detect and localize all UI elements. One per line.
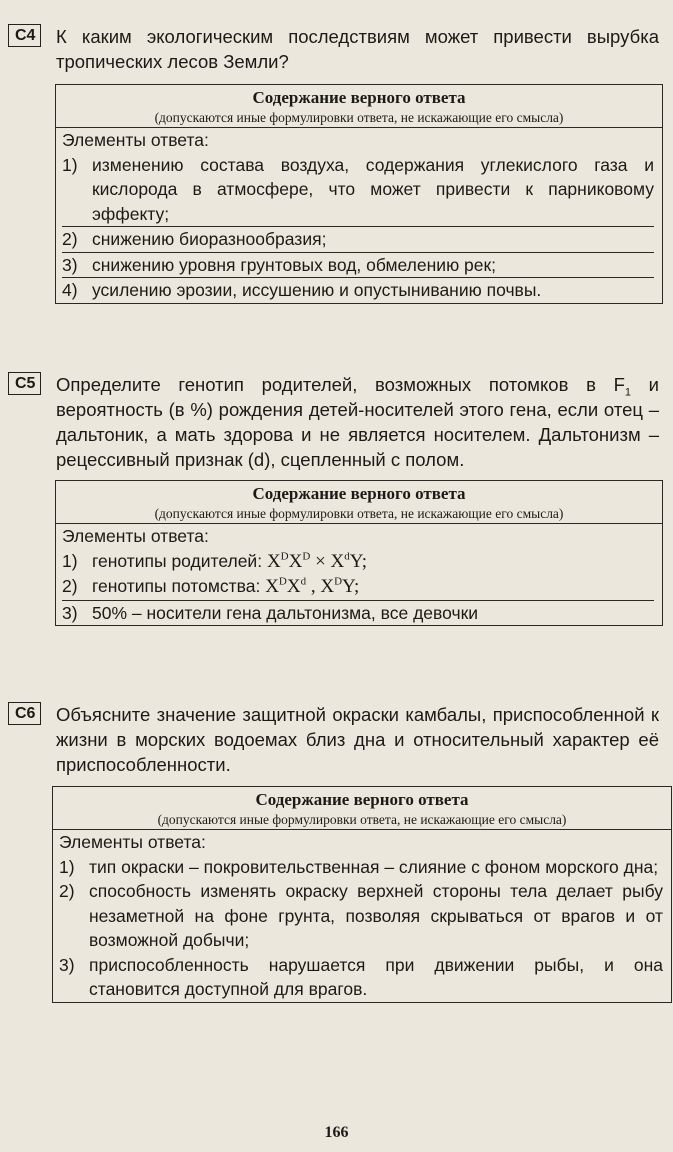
answer-box-subtitle: (допускаются иные формулировки ответа, не искажающие его смысла) <box>56 109 662 128</box>
answer-item <box>62 153 654 227</box>
item-text: 50% – носители гена дальтонизма, все девочки <box>92 602 479 623</box>
answer-box-title: Содержание верного ответа <box>252 88 466 107</box>
item-number: 2) <box>59 881 75 901</box>
item-text: изменению состава воздуха, содержания углекислого газа и кислорода в атмосфере, что может привести к парниковому эффекту; <box>92 154 654 224</box>
answer-item <box>62 574 654 600</box>
item-number: 2) <box>62 576 78 596</box>
answer-item <box>62 600 654 626</box>
answer-item <box>62 277 654 303</box>
answer-item <box>59 879 663 953</box>
answer-item <box>59 855 663 880</box>
item-text: снижению уровня грунтовых вод, обмелению рек; <box>92 254 497 275</box>
item-text: генотипы родителей: $X^DX^D \times X^dY$; <box>92 550 368 572</box>
answer-box <box>55 84 663 304</box>
item-number: 3) <box>59 954 75 975</box>
answer-item <box>62 252 654 278</box>
answer-box-title: Содержание верного ответа <box>255 790 469 809</box>
elements-label: Элементы ответа: <box>59 832 206 852</box>
item-number: 3) <box>62 254 78 275</box>
answer-box-subtitle: (допускаются иные формулировки ответа, не искажающие его смысла) <box>56 505 662 524</box>
item-text: усилению эрозии, иссушению и опустыниванию почвы. <box>92 280 542 300</box>
item-text: тип окраски – покровительственная – слияние с фоном морского дна; <box>89 856 659 877</box>
item-number: 1) <box>62 550 78 571</box>
item-number: 2) <box>62 229 78 249</box>
item-text: снижению биоразнообразия; <box>92 229 327 249</box>
task-question: Определите генотип родителей, возможных потомков в $F_1$ и вероятность (в %) рождения детей-носителей этого гена, если отец – дальтоник, а мать здорова и не является носителем. Дальтонизм – рецессивный признак (d), сцепленный с полом. <box>56 374 659 470</box>
page-number: 166 <box>324 1124 349 1141</box>
item-number: 1) <box>59 856 75 877</box>
task-id-label: C5 <box>8 372 41 395</box>
item-text: способность изменять окраску верхней стороны тела делает рыбу незаметной на фоне грунта, позволяя скрываться от врагов и от возможной добычи; <box>89 881 663 950</box>
elements-label: Элементы ответа: <box>62 526 209 546</box>
item-number: 1) <box>62 154 78 175</box>
item-number: 4) <box>62 280 78 300</box>
answer-box-subtitle: (допускаются иные формулировки ответа, не искажающие его смысла) <box>53 811 671 830</box>
answer-box <box>52 786 672 1003</box>
task-id-label: C4 <box>8 24 41 47</box>
answer-item <box>62 226 654 252</box>
item-text: генотипы потомства: $X^DX^d$ , $X^DY$; <box>92 575 360 597</box>
elements-label: Элементы ответа: <box>62 130 209 150</box>
task-id-label: C6 <box>8 702 41 725</box>
task-question: К каким экологическим последствиям может привести вырубка тропических лесов Земли? <box>56 26 659 72</box>
item-number: 3) <box>62 602 78 623</box>
answer-item <box>62 549 654 575</box>
answer-box <box>55 480 663 626</box>
task-question: Объясните значение защитной окраски камбалы, приспособленной к жизни в морских водоемах близ дна и относительный характер её приспособленности. <box>56 704 659 775</box>
answer-box-title: Содержание верного ответа <box>252 484 466 503</box>
item-text: приспособленность нарушается при движении рыбы, и она становится доступной для врагов. <box>89 954 663 999</box>
answer-item <box>59 953 663 1002</box>
